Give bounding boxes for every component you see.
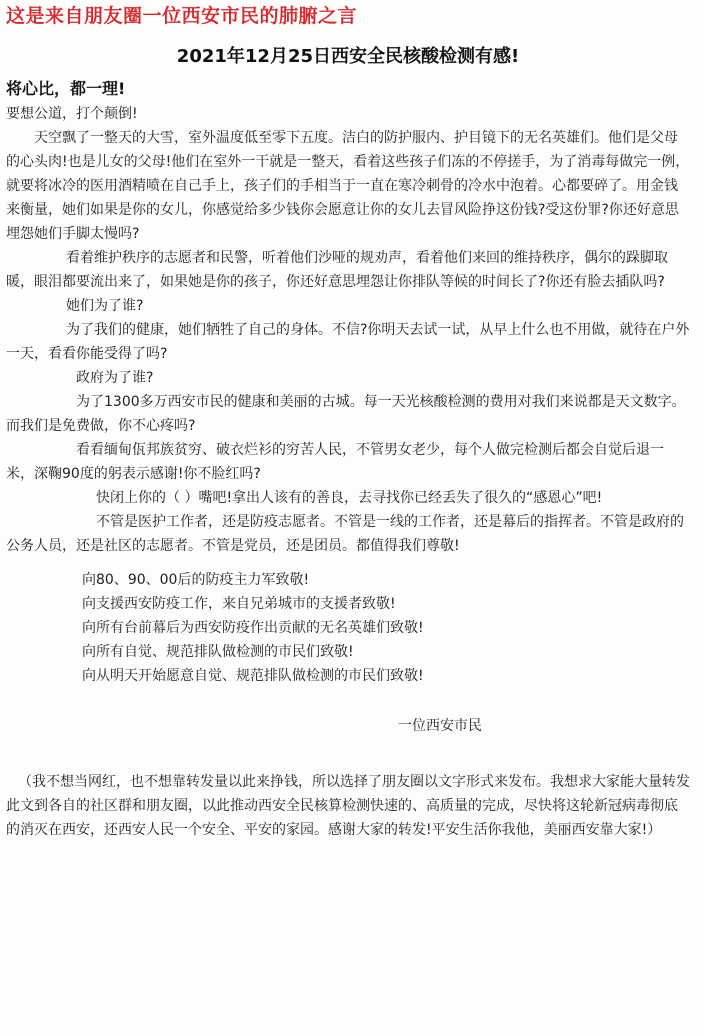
- paragraph: 看看缅甸佤邦族贫穷、破衣烂衫的穷苦人民，不管男女老少，每个人做完检测后都会自觉后退一米，深鞠90度的躬表示感谢!你不脸红吗?: [6, 442, 664, 482]
- paragraph: 不管是医护工作者，还是防疫志愿者。不管是一线的工作者，还是幕后的指挥者。不管是政府的公务人员，还是社区的志愿者。不管是党员，还是团员。都值得我们尊敬!: [6, 514, 684, 554]
- paragraph: 她们为了谁?: [66, 298, 144, 314]
- salute-item: 向从明天开始愿意自觉、规范排队做检测的市民们致敬!: [82, 668, 424, 684]
- salute-item: 向80、90、00后的防疫主力军致敬!: [82, 572, 310, 588]
- salute-item: 向所有自觉、规范排队做检测的市民们致敬!: [82, 644, 354, 660]
- headline: 这是来自朋友圈一位西安市民的肺腑之言: [6, 5, 358, 27]
- paragraph: 要想公道，打个颠倒!: [6, 106, 138, 122]
- paragraph: 快闭上你的（ ）嘴吧!拿出人该有的善良，去寻找你已经丢失了很久的“感恩心”吧!: [96, 490, 603, 506]
- paragraph: 政府为了谁?: [76, 370, 154, 386]
- article-body: [6, 102, 690, 558]
- salute-item: 向支援西安防疫工作，来自兄弟城市的支援者致敬!: [82, 596, 396, 612]
- paragraph: 为了1300多万西安市民的健康和美丽的古城。每一天光核酸检测的费用对我们来说都是天文数字。而我们是免费做，你不心疼吗?: [6, 394, 686, 434]
- subtitle: 将心比，都一理!: [6, 79, 126, 98]
- paragraph: 看着维护秩序的志愿者和民警，听着他们沙哑的规劝声，看着他们来回的维持秩序，偶尔的跺脚取暖，眼泪都要流出来了，如果她是你的孩子，你还好意思埋怨让你排队等候的时间长了?你还有脸去插队吗?: [6, 250, 668, 290]
- closing-note: （我不想当网红，也不想靠转发量以此来挣钱，所以选择了朋友圈以文字形式来发布。我想求大家能大量转发此文到各自的社区群和朋友圈，以此推动西安全民核算检测快速的、高质量的完成，尽快将这轮新冠病毒彻底的消灭在西安，还西安人民一个安全、平安的家园。感谢大家的转发!平安生活你我他，美丽西安靠大家!）: [6, 774, 690, 838]
- salute-item: 向所有台前幕后为西安防疫作出贡献的无名英雄们致敬!: [82, 620, 424, 636]
- paragraph: 天空飘了一整天的大雪，室外温度低至零下五度。洁白的防护服内、护目镜下的无名英雄们。他们是父母的心头肉!也是儿女的父母!他们在室外一干就是一整天，看着这些孩子们冻的不停搓手，为了消毒每做完一例，就要将冰冷的医用酒精喷在自己手上，孩子们的手相当于一直在寒冷刺骨的冷水中泡着。心都要碎了。用金钱来衡量，她们如果是你的女儿，你感觉给多少钱你会愿意让你的女儿去冒风险挣这份钱?受这份罪?你还好意思埋怨她们手脚太慢吗?: [6, 130, 690, 242]
- salute-list: [6, 568, 690, 688]
- signature: 一位西安市民: [398, 718, 482, 734]
- paragraph: 为了我们的健康，她们牺牲了自己的身体。不信?你明天去试一试，从早上什么也不用做，就待在户外一天，看看你能受得了吗?: [6, 322, 690, 362]
- document-title: 2021年12月25日西安全民核酸检测有感!: [176, 46, 520, 67]
